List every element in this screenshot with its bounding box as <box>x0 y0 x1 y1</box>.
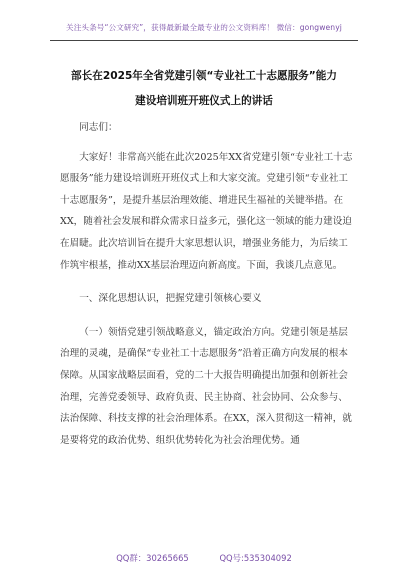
document-body <box>60 117 354 451</box>
qq-number-label: QQ号:535304092 <box>219 553 292 563</box>
paragraph-section-1-1: （一）领悟党建引领战略意义，锚定政治方向。党建引领是基层治理的灵魂，是确保“专业社工十志愿服务”沿着正确方向发展的根本保障。从国家战略层面看，党的二十大报告明确提出加强和创新社会治理，完善党委领导、政府负责、民主协商、社会协同、公众参与、法治保障、科技支撑的社会治理体系。在XX，深入贯彻这一精神，就是要将党的政治优势、组织优势转化为社会治理优势。通 <box>60 326 352 446</box>
qq-group-label: QQ群：30265665 <box>116 553 189 563</box>
footer-contacts <box>0 552 408 564</box>
header-divider <box>50 40 358 41</box>
title-line-1: 部长在2025年全省党建引领“专业社工十志愿服务”能力 <box>71 70 337 82</box>
section-heading-1: 一、深化思想认识，把握党建引领核心要义 <box>79 293 262 305</box>
promo-header: 关注头条号“公文研究”，获得最新最全最专业的公文资料库！ 微信：gongwenyj <box>66 23 342 32</box>
salutation: 同志们： <box>79 122 118 133</box>
document-title <box>38 64 370 114</box>
title-line-2: 建设培训班开班仪式上的讲话 <box>135 95 273 107</box>
paragraph-intro: 大家好！非常高兴能在此次2025年XX省党建引领“专业社工十志愿服务”能力建设培训班开班仪式上和大家交流。党建引领“专业社工十志愿服务”，是提升基层治理效能、增进民生福祉的关键举措。在XX，随着社会发展和群众需求日益多元，强化这一领域的能力建设迫在眉睫。此次培训旨在提升大家思想认识，增强业务能力，为后续工作筑牢根基，推动XX基层治理迈向新高度。下面，我谈几点意见。 <box>60 151 353 271</box>
